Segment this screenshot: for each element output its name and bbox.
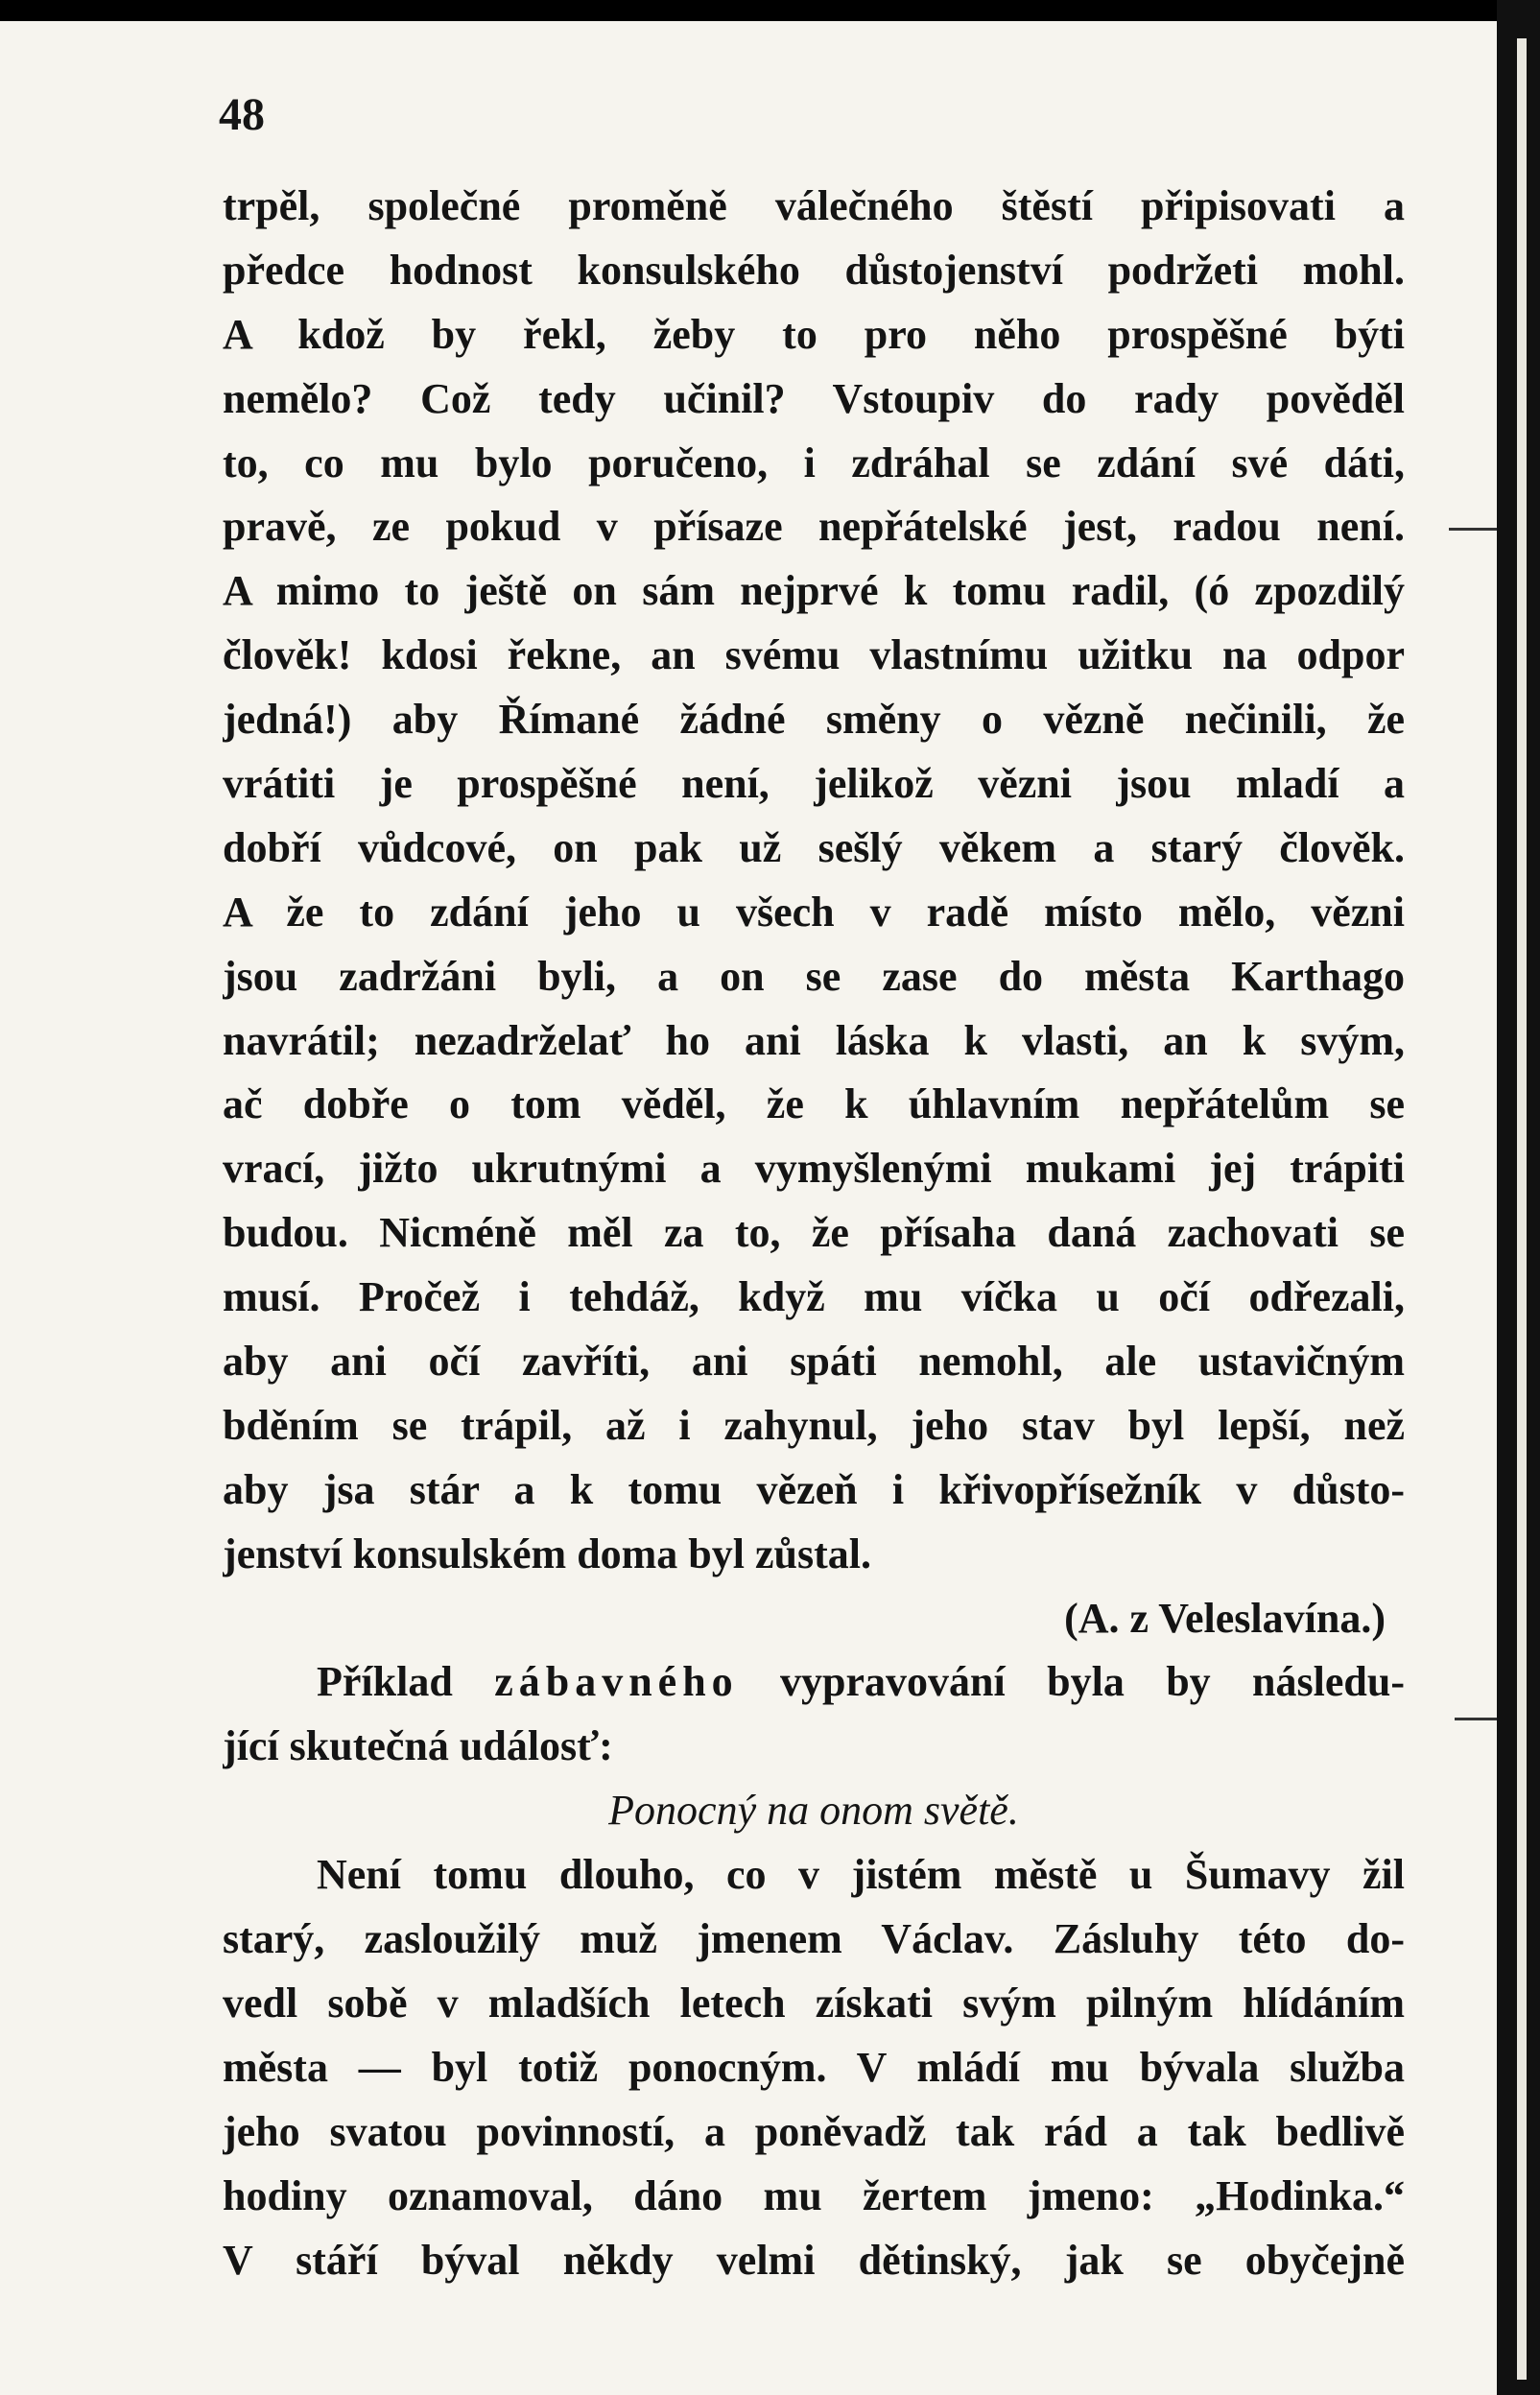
page-edge-strip [1517,38,1527,2380]
text-line: aby jsa stár a k tomu vězeň i křivopřísežník v důsto- [223,1465,1405,1513]
text-line: vrací, jižto ukrutnými a vymyšlenými mukami jej trápiti [223,1145,1405,1193]
text-line: aby ani očí zavříti, ani spáti nemohl, ale ustavičným [223,1338,1405,1386]
text-line: dobří vůdcové, on pak už sešlý věkem a starý člověk. [223,823,1405,871]
text-line: budou. Nicméně měl za to, že přísaha daná zachovati se [223,1209,1405,1257]
text-line: nemělo? Což tedy učinil? Vstoupiv do rady pověděl [223,374,1405,422]
text-line: A kdož by řekl, žeby to pro něho prospěšné býti [223,310,1405,358]
story-line: Není tomu dlouho, co v jistém městě u Šumavy žil [317,1851,1405,1899]
intro-text-spaced: zábavného [494,1658,739,1706]
story-line: hodiny oznamoval, dáno mu žertem jmeno: „Hodinka.“ [223,2171,1405,2219]
text-line: jedná!) aby Římané žádné směny o vězně nečinili, že [223,696,1405,744]
story-line: starý, zasloužilý muž jmenem Václav. Zásluhy této do- [223,1915,1405,1963]
text-line: bděním se trápil, až i zahynul, jeho stav byl lepší, než [223,1401,1405,1449]
text-line: to, co mu bylo poručeno, i zdráhal se zdání své dáti, [223,439,1405,486]
margin-mark [1449,528,1497,531]
intro-text-post: vypravování byla by následu- [738,1658,1405,1706]
attribution: (A. z Veleslavína.) [1064,1594,1386,1642]
story-line: vedl sobě v mladších letech získati svým pilným hlídáním [223,1979,1405,2027]
intro-line: jící skutečná událosť: [223,1722,613,1770]
text-line: A že to zdání jeho u všech v radě místo mělo, vězni [223,888,1405,936]
text-line: navrátil; nezadrželať ho ani láska k vlasti, an k svým, [223,1016,1405,1064]
text-line: člověk! kdosi řekne, an svému vlastnímu užitku na odpor [223,631,1405,679]
margin-mark [1455,1718,1497,1720]
story-title: Ponocný na onom světě. [608,1787,1019,1835]
text-line: pravě, ze pokud v přísaze nepřátelské jest, radou není. [223,503,1405,551]
text-line: jsou zadržáni byli, a on se zase do města Karthago [223,952,1405,1000]
text-line: trpěl, společné proměně válečného štěstí připisovati a [223,182,1405,229]
page-text [223,175,1405,2292]
story-line: jeho svatou povinností, a poněvadž tak rád a tak bedlivě [223,2107,1405,2155]
page-number: 48 [219,89,265,140]
text-line: ač dobře o tom věděl, že k úhlavním nepřátelům se [223,1080,1405,1128]
text-line: jenství konsulském doma byl zůstal. [223,1529,872,1577]
intro-text-pre: Příklad [317,1658,495,1706]
story-line: V stáří býval někdy velmi dětinský, jak se obyčejně [223,2236,1405,2284]
intro-line [223,1650,1405,1715]
text-line: musí. Pročež i tehdáž, když mu víčka u očí odřezali, [223,1273,1405,1321]
book-page [0,21,1497,2395]
story-line: města — byl totiž ponocným. V mládí mu bývala služba [223,2043,1405,2091]
text-line: vrátiti je prospěšné není, jelikož vězni jsou mladí a [223,760,1405,808]
text-line: A mimo to ještě on sám nejprvé k tomu radil, (ó zpozdilý [223,567,1405,615]
text-line: předce hodnost konsulského důstojenství podržeti mohl. [223,246,1405,294]
